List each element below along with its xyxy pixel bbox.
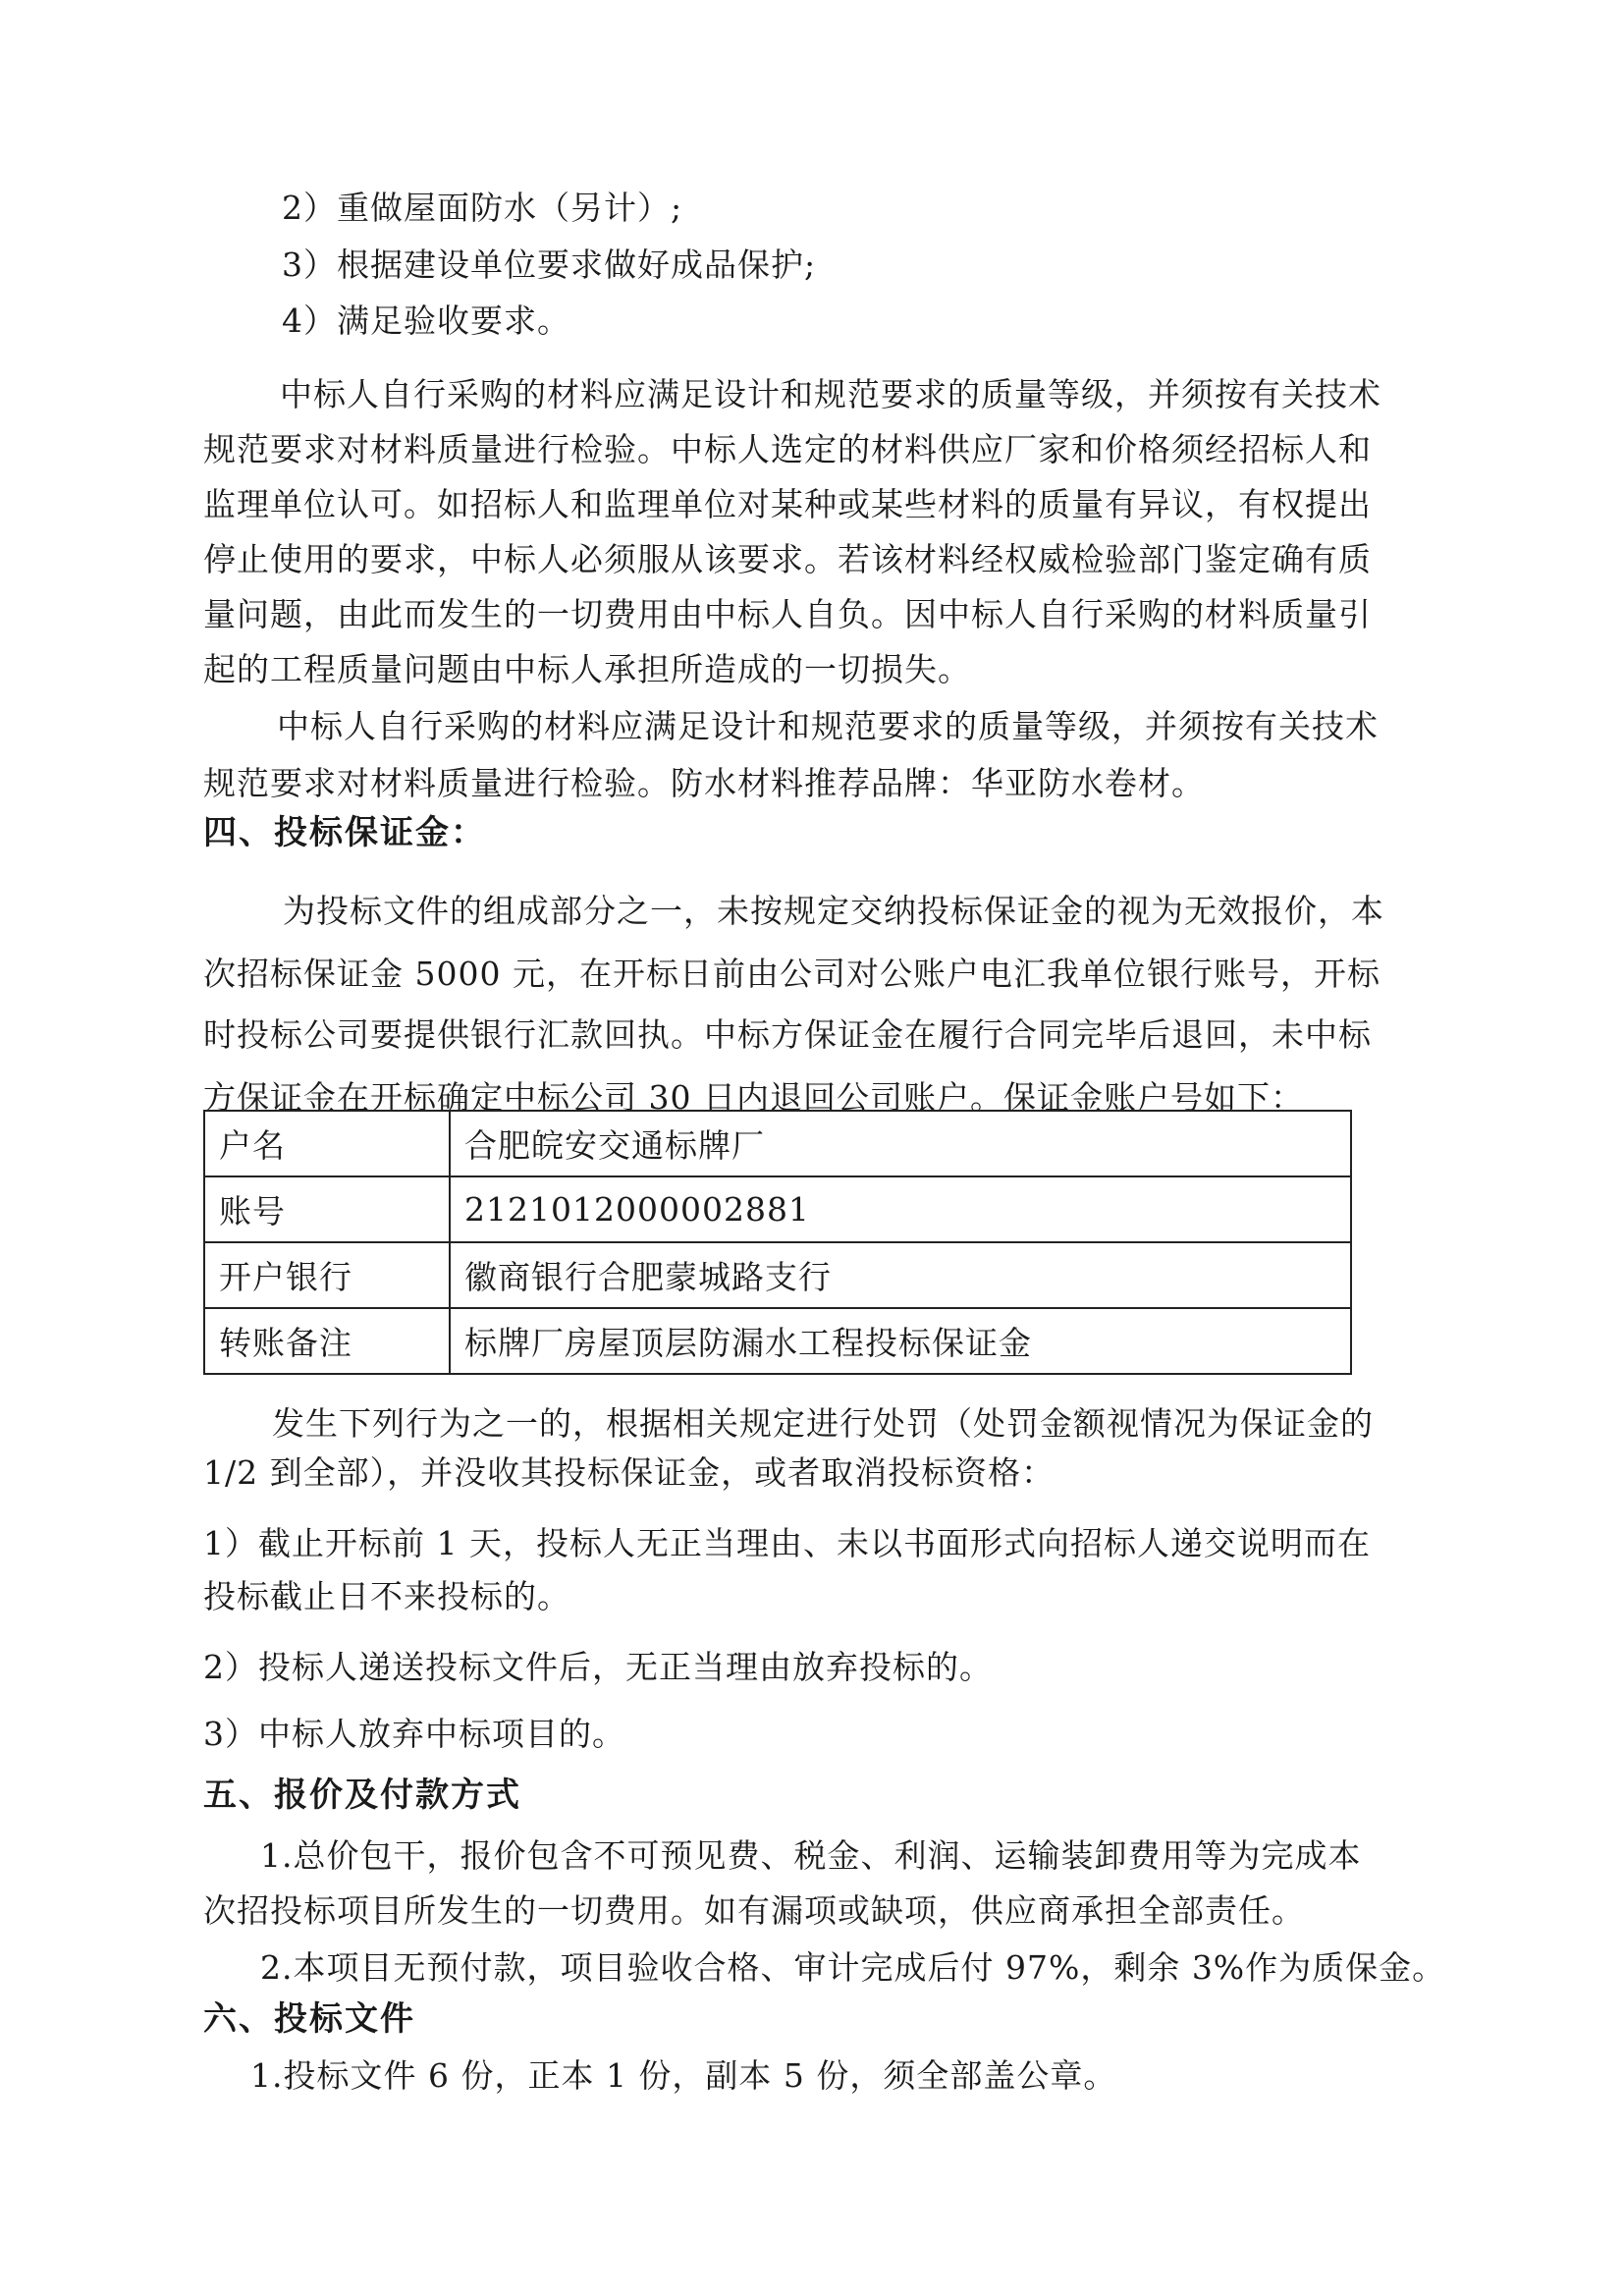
list-item: 2）重做屋面防水（另计）; bbox=[282, 189, 683, 227]
paragraph-line: 规范要求对材料质量进行检验。中标人选定的材料供应厂家和价格须经招标人和 bbox=[203, 430, 1372, 468]
list-item: 4）满足验收要求。 bbox=[282, 301, 570, 340]
table-value: 2121012000002881 bbox=[450, 1176, 1351, 1242]
account-table bbox=[203, 1110, 1352, 1375]
table-row bbox=[204, 1308, 1351, 1374]
table-value: 徽商银行合肥蒙城路支行 bbox=[450, 1242, 1351, 1308]
table-value: 合肥皖安交通标牌厂 bbox=[450, 1111, 1351, 1176]
paragraph-line: 次招投标项目所发生的一切费用。如有漏项或缺项，供应商承担全部责任。 bbox=[203, 1891, 1305, 1930]
paragraph-line: 停止使用的要求，中标人必须服从该要求。若该材料经权威检验部门鉴定确有质 bbox=[203, 540, 1372, 578]
list-item: 2）投标人递送投标文件后，无正当理由放弃投标的。 bbox=[203, 1648, 993, 1686]
paragraph-line: 起的工程质量问题由中标人承担所造成的一切损失。 bbox=[203, 650, 971, 688]
paragraph-line: 监理单位认可。如招标人和监理单位对某种或某些材料的质量有异议，有权提出 bbox=[203, 485, 1372, 523]
table-key: 户名 bbox=[204, 1111, 450, 1176]
list-item: 1）截止开标前 1 天，投标人无正当理由、未以书面形式向招标人递交说明而在 bbox=[203, 1524, 1371, 1562]
paragraph-line: 2.本项目无预付款，项目验收合格、审计完成后付 97%，剩余 3%作为质保金。 bbox=[260, 1948, 1446, 1987]
paragraph-line: 中标人自行采购的材料应满足设计和规范要求的质量等级，并须按有关技术 bbox=[277, 707, 1379, 745]
paragraph-line: 规范要求对材料质量进行检验。防水材料推荐品牌：华亚防水卷材。 bbox=[203, 764, 1205, 802]
table-row bbox=[204, 1176, 1351, 1242]
paragraph-line: 1/2 到全部），并没收其投标保证金，或者取消投标资格： bbox=[203, 1453, 1056, 1492]
paragraph-line: 1.总价包干，报价包含不可预见费、税金、利润、运输装卸费用等为完成本 bbox=[260, 1836, 1362, 1875]
table-key: 转账备注 bbox=[204, 1308, 450, 1374]
table-key: 开户银行 bbox=[204, 1242, 450, 1308]
paragraph-line: 中标人自行采购的材料应满足设计和规范要求的质量等级，并须按有关技术 bbox=[280, 375, 1381, 413]
paragraph-line: 量问题，由此而发生的一切费用由中标人自负。因中标人自行采购的材料质量引 bbox=[203, 595, 1372, 633]
paragraph-line: 为投标文件的组成部分之一，未按规定交纳投标保证金的视为无效报价，本 bbox=[283, 892, 1384, 930]
section-heading: 四、投标保证金： bbox=[203, 813, 486, 852]
paragraph-line: 方保证金在开标确定中标公司 30 日内退回公司账户。保证金账户号如下： bbox=[203, 1078, 1304, 1117]
paragraph-line: 次招标保证金 5000 元，在开标日前由公司对公账户电汇我单位银行账号，开标 bbox=[203, 955, 1380, 993]
table-key: 账号 bbox=[204, 1176, 450, 1242]
section-heading: 六、投标文件 bbox=[203, 1999, 415, 2039]
list-item: 投标截止日不来投标的。 bbox=[203, 1577, 570, 1615]
paragraph-line: 1.投标文件 6 份，正本 1 份，副本 5 份，须全部盖公章。 bbox=[250, 2056, 1117, 2095]
table-row bbox=[204, 1242, 1351, 1308]
list-item: 3）根据建设单位要求做好成品保护; bbox=[282, 246, 817, 284]
paragraph-line: 时投标公司要提供银行汇款回执。中标方保证金在履行合同完毕后退回，未中标 bbox=[203, 1015, 1372, 1054]
section-heading: 五、报价及付款方式 bbox=[203, 1776, 521, 1815]
paragraph-line: 发生下列行为之一的，根据相关规定进行处罚（处罚金额视情况为保证金的 bbox=[272, 1404, 1374, 1443]
list-item: 3）中标人放弃中标项目的。 bbox=[203, 1715, 625, 1753]
table-row bbox=[204, 1111, 1351, 1176]
table-value: 标牌厂房屋顶层防漏水工程投标保证金 bbox=[450, 1308, 1351, 1374]
